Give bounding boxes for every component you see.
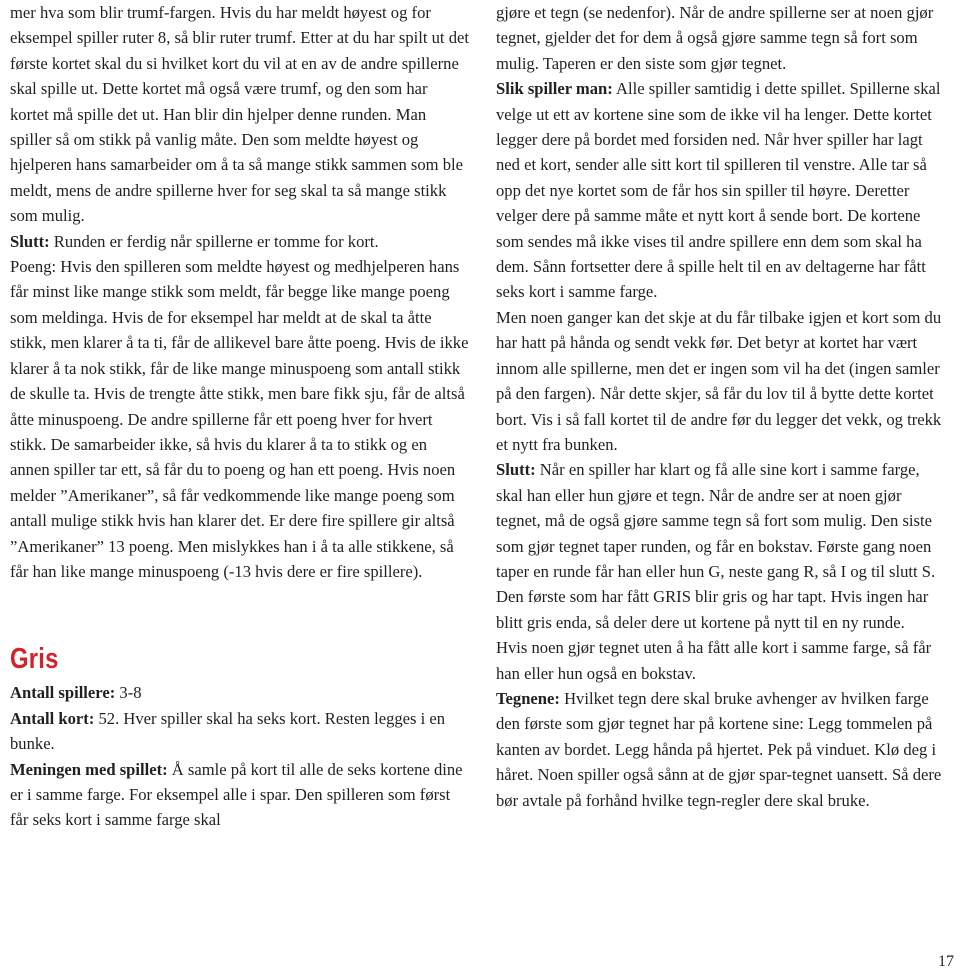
goal-paragraph	[10, 757, 470, 833]
signs-paragraph	[496, 686, 950, 813]
page-number: 17	[938, 953, 954, 970]
returned-card-paragraph: Men noen ganger kan det skje at du får tilbake igjen et kort som du har hatt på hånda og sendt vekk før. Det betyr at kortet har vært innom alle spillerne, men det er ingen som vil ha det (ingen samler på den fargen). Når dette skjer, så får du lov til å bytte dette kortet bort. Vis i så fall kortet til de andre før du legger det vekk, og trekk et nytt fra bunken.	[496, 307, 942, 454]
gris-end-label: Slutt:	[496, 460, 536, 480]
trick-rules-paragraph: mer hva som blir trumf-fargen. Hvis du har meldt høyest og for eksempel spiller ruter 8, så blir ruter trumf. Etter at du har spilt ut det første kortet skal du si hvilket kort du vil at en av de andre spillerne skal spille ut. Dette kortet må også være trumf, og den som har kortet må spille det ut. Han blir din hjelper denne runden. Man spiller så om stikk på vanlig måte. Den som meldte høyest og hjelperen hans samarbeider om å ta så mange stikk sammen som ble meldt, mens de andre spillerne hver for seg skal ta så mange stikk som mulig.	[10, 3, 469, 226]
sign-intro-paragraph: gjøre et tegn (se nedenfor). Når de andre spillerne ser at noen gjør tegnet, gjelder det for dem å også gjøre samme tegn så fort som mulig. Taperen er den siste som gjør tegnet.	[496, 3, 934, 73]
section-heading-gris: Gris	[10, 643, 59, 676]
points-paragraph: Poeng: Hvis den spilleren som meldte høyest og medhjelperen hans får minst like mange stikk som meldt, får begge like mange poeng som meldinga. Hvis de for eksempel har meldt at de skal ta åtte stikk, men klarer å ta ti, får de allikevel bare åtte poeng. Hvis de ikke klarer å ta nok stikk, får de like mange minuspoeng som antall stikk de skulle ta. Hvis de trengte åtte stikk, men bare fikk sju, får de altså åtte minuspoeng. De andre spillerne får ett poeng hver for hvert stikk. De samarbeider ikke, så hvis du klarer å ta to stikk og en annen spiller tar ett, så får du to poeng og han ett poeng. Hvis noen melder ”Amerikaner”, så får vedkommende like mange poeng som antall mulige stikk hvis han klarer det. Er dere fire spillere gir altså ”Amerikaner” 13 poeng. Men mislykkes han i å ta alle stikkene, så får han like mange minuspoeng (-13 hvis dere er fire spillere).	[10, 257, 469, 581]
end-text: Runden er ferdig når spillerne er tomme for kort.	[49, 231, 379, 251]
players-paragraph	[10, 680, 470, 705]
right-column	[496, 0, 950, 813]
cards-text: 52. Hver spiller skal ha seks kort. Resten legges i en bunke.	[10, 708, 446, 754]
false-sign-paragraph: Hvis noen gjør tegnet uten å ha fått alle kort i samme farge, så får han eller hun også en bokstav.	[496, 638, 932, 683]
gris-end-paragraph	[496, 457, 950, 635]
players-label: Antall spillere:	[10, 683, 116, 703]
players-text: 3-8	[115, 683, 142, 703]
gris-end-text: Når en spiller har klart og få alle sine kort i samme farge, skal han eller hun gjøre et tegn. Når de andre ser at noen gjør tegnet, må de også gjøre samme tegn så fort som mulig. Den siste som gjør tegnet taper runden, og får en bokstav. Første gang noen taper en runde får han eller hun G, neste gang R, så I og til slutt S. Den første som har fått GRIS blir gris og har tapt. Hvis ingen har blitt gris enda, så deler dere ut kortene på nytt til en ny runde.	[496, 460, 936, 632]
signs-label: Tegnene:	[496, 688, 560, 708]
signs-text: Hvilket tegn dere skal bruke avhenger av hvilken farge den første som gjør tegnet har på kortene sine: Legg tommelen på kanten av bordet. Legg hånda på hjertet. Pek på vinduet. Klø deg i håret. Noen spiller også sånn at de gjør spar-tegnet uansett. Så dere bør avtale på forhånd hvilke tegn-regler dere skal bruke.	[496, 688, 942, 810]
end-label: Slutt:	[10, 231, 50, 251]
end-rule-paragraph	[10, 229, 470, 254]
cards-paragraph	[10, 706, 470, 757]
goal-label: Meningen med spillet:	[10, 759, 168, 779]
how-to-play-label: Slik spiller man:	[496, 79, 613, 99]
cards-label: Antall kort:	[10, 708, 95, 728]
how-to-play-text: Alle spiller samtidig i dette spillet. Spillerne skal velge ut ett av kortene sine som de ikke vil ha lenger. Dette kortet legger dere på bordet med forsiden ned. Når hver spiller har lagt ned et kort, sender alle sitt kort til spilleren til venstre. Alle tar så opp det nye kortet som de får hos sin spiller til høyre. Deretter velger dere på samme måte et nytt kort å sende bort. De kortene som sendes må ikke vises til andre spillere enn dem som skal ha dem. Sånn fortsetter dere å spille helt til en av deltagerne har fått seks kort i samme farge.	[496, 79, 941, 302]
how-to-play-paragraph	[496, 76, 950, 305]
left-column	[10, 0, 470, 833]
goal-text: Å samle på kort til alle de seks kortene dine er i samme farge. For eksempel alle i spar. Den spilleren som først får seks kort i samme farge skal	[10, 759, 463, 830]
